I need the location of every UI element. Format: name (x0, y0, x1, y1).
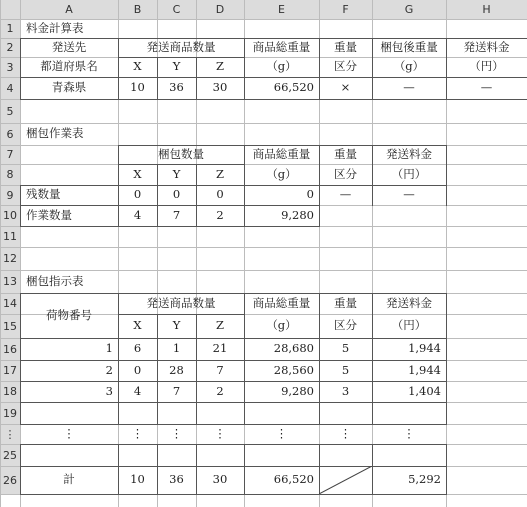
cell-C26[interactable] (157, 466, 196, 494)
cell-E4[interactable] (244, 77, 319, 99)
cell-text-F7: 重量 (334, 146, 357, 161)
cell-F16[interactable] (319, 338, 372, 360)
cell-A18[interactable] (20, 381, 118, 402)
cell-F9[interactable] (319, 185, 372, 205)
cell-text-C18: 7 (172, 383, 181, 398)
cell-Aellipsis[interactable] (20, 424, 118, 444)
cell-text-E26: 66,520 (273, 472, 314, 487)
cell-text-D8: Z (216, 166, 224, 181)
cell-text-Eellipsis: ⋮ (275, 426, 288, 441)
cell-text-A1: 料金計算表 (26, 20, 84, 35)
column-header-G[interactable]: G (372, 0, 446, 19)
cell-text-B4: 10 (130, 80, 145, 95)
row-header-9[interactable]: 9 (0, 185, 20, 205)
cell-text-D16: 21 (212, 341, 228, 356)
cell-text-A10: 作業数量 (26, 207, 72, 222)
cell-text-D15: Z (216, 318, 224, 333)
cell-G3[interactable] (372, 57, 446, 77)
cell-Dellipsis[interactable] (196, 424, 244, 444)
cell-D26[interactable] (196, 466, 244, 494)
cell-C16[interactable] (157, 338, 196, 360)
cell-text-D4: 30 (212, 80, 228, 95)
cell-text-G9: — (403, 187, 415, 202)
cell-text-A4: 青森県 (51, 80, 87, 95)
cell-text-D3: Z (216, 59, 224, 74)
row-header-6[interactable]: 6 (0, 123, 20, 145)
row-header-19[interactable]: 19 (0, 402, 20, 424)
cell-text-E10: 9,280 (281, 207, 314, 222)
cell-Cellipsis[interactable] (157, 424, 196, 444)
column-header-H[interactable]: H (446, 0, 527, 19)
cell-B18[interactable] (118, 381, 157, 402)
column-header-A[interactable]: A (20, 0, 118, 19)
cell-text-A14: 荷物番号 (46, 307, 92, 322)
cell-text-B9: 0 (133, 187, 142, 202)
cell-E26[interactable] (244, 466, 319, 494)
cell-E2[interactable] (244, 38, 319, 57)
cell-A17[interactable] (20, 360, 118, 381)
cell-text-G2: 梱包後重量 (380, 39, 438, 54)
cell-B15[interactable] (118, 314, 157, 338)
table-border (20, 494, 447, 495)
cell-A16[interactable] (20, 338, 118, 360)
cell-E14[interactable] (244, 293, 319, 314)
cell-text-D10: 2 (216, 207, 224, 222)
cell-F7[interactable] (319, 145, 372, 164)
table-border (446, 293, 447, 425)
cell-E8[interactable] (244, 164, 319, 185)
cell-text-B2: 発送商品数量 (146, 39, 216, 54)
cell-D17[interactable] (196, 360, 244, 381)
cell-text-E7: 商品総重量 (252, 146, 311, 161)
cell-text-F3: 区分 (334, 59, 357, 74)
grid-hline (0, 247, 527, 248)
cell-text-G16: 1,944 (408, 341, 441, 356)
cell-E10[interactable] (244, 205, 319, 226)
cell-F15[interactable] (319, 314, 372, 338)
cell-text-Aellipsis: ⋮ (63, 426, 75, 441)
cell-text-D26: 30 (212, 472, 228, 487)
cell-text-A13: 梱包指示表 (26, 273, 84, 288)
cell-D8[interactable] (196, 164, 244, 185)
cell-text-G17: 1,944 (408, 362, 441, 377)
cell-text-E2: 商品総重量 (252, 39, 311, 54)
cell-text-G4: — (403, 80, 415, 95)
cell-text-A3: 都道府県名 (40, 59, 98, 74)
cell-B2[interactable] (118, 38, 244, 57)
cell-A14[interactable] (20, 293, 118, 338)
cell-C9[interactable] (157, 185, 196, 205)
cell-D10[interactable] (196, 205, 244, 226)
cell-B4[interactable] (118, 77, 157, 99)
cell-text-C8: Y (172, 166, 181, 181)
cell-text-F16: 5 (341, 341, 350, 356)
cell-text-B16: 6 (133, 341, 142, 356)
cell-H3[interactable] (446, 57, 527, 77)
cell-text-E15: （g） (266, 318, 297, 333)
cell-G2[interactable] (372, 38, 446, 57)
cell-D16[interactable] (196, 338, 244, 360)
row-header-13[interactable]: 13 (0, 270, 20, 293)
cell-Fellipsis[interactable] (319, 424, 372, 444)
row-header-11[interactable]: 11 (0, 226, 20, 247)
cell-F17[interactable] (319, 360, 372, 381)
cell-B8[interactable] (118, 164, 157, 185)
cell-G17[interactable] (372, 360, 446, 381)
cell-E9[interactable] (244, 185, 319, 205)
cell-text-E8: （g） (266, 166, 297, 181)
cell-B17[interactable] (118, 360, 157, 381)
cell-text-A26: 計 (63, 472, 75, 487)
cell-text-B15: X (133, 318, 142, 333)
cell-text-B14: 発送商品数量 (146, 295, 216, 310)
cell-text-H3: （円） (469, 59, 504, 74)
cell-Eellipsis[interactable] (244, 424, 319, 444)
cell-G14[interactable] (372, 293, 446, 314)
column-header-E[interactable]: E (244, 0, 319, 19)
table-border (446, 185, 447, 206)
cell-text-Gellipsis: ⋮ (403, 426, 415, 441)
corner-cell (0, 0, 20, 19)
cell-text-F8: 区分 (334, 166, 357, 181)
cell-E3[interactable] (244, 57, 319, 77)
cell-F4[interactable] (319, 77, 372, 99)
cell-text-Bellipsis: ⋮ (131, 426, 144, 441)
row-header-12[interactable]: 12 (0, 247, 20, 270)
cell-B9[interactable] (118, 185, 157, 205)
cell-B10[interactable] (118, 205, 157, 226)
cell-text-H2: 発送料金 (463, 39, 510, 54)
cell-text-E16: 28,680 (273, 341, 314, 356)
cell-C18[interactable] (157, 381, 196, 402)
cell-A3[interactable] (20, 57, 118, 77)
cell-text-A6: 梱包作業表 (26, 126, 84, 141)
cell-D3[interactable] (196, 57, 244, 77)
cell-E16[interactable] (244, 338, 319, 360)
cell-text-B3: X (133, 59, 142, 74)
diagonal-slash-F26 (319, 466, 372, 494)
cell-text-Fellipsis: ⋮ (339, 426, 352, 441)
cell-C15[interactable] (157, 314, 196, 338)
cell-C4[interactable] (157, 77, 196, 99)
cell-A9[interactable] (20, 185, 118, 205)
column-header-C[interactable]: C (157, 0, 196, 19)
cell-text-A9: 残数量 (26, 187, 61, 202)
table-border (20, 444, 447, 445)
cell-A26[interactable] (20, 466, 118, 494)
cell-A4[interactable] (20, 77, 118, 99)
cell-F2[interactable] (319, 38, 372, 57)
row-header-3[interactable]: 3 (0, 57, 20, 77)
cell-text-E4: 66,520 (273, 80, 314, 95)
cell-Bellipsis[interactable] (118, 424, 157, 444)
cell-A1[interactable] (20, 19, 196, 38)
row-header-18[interactable]: 18 (0, 381, 20, 402)
cell-D9[interactable] (196, 185, 244, 205)
cell-text-C3: Y (172, 59, 181, 74)
row-header-1[interactable]: 1 (0, 19, 20, 38)
cell-C17[interactable] (157, 360, 196, 381)
cell-B26[interactable] (118, 466, 157, 494)
cell-A10[interactable] (20, 205, 118, 226)
cell-Gellipsis[interactable] (372, 424, 446, 444)
row-header-17[interactable]: 17 (0, 360, 20, 381)
row-header-ellipsis[interactable]: ⋮ (0, 424, 20, 444)
cell-text-D9: 0 (216, 187, 224, 202)
cell-E18[interactable] (244, 381, 319, 402)
cell-H2[interactable] (446, 38, 527, 57)
cell-D15[interactable] (196, 314, 244, 338)
column-header-F[interactable]: F (319, 0, 372, 19)
cell-text-G15: （円） (391, 318, 427, 333)
cell-text-F2: 重量 (334, 39, 357, 54)
cell-text-B26: 10 (130, 472, 145, 487)
row-header-4[interactable]: 4 (0, 77, 20, 99)
row-header-25[interactable]: 25 (0, 444, 20, 466)
cell-text-G3: （g） (393, 59, 425, 74)
row-header-10[interactable]: 10 (0, 205, 20, 226)
cell-text-A16: 1 (105, 341, 113, 356)
cell-G4[interactable] (372, 77, 446, 99)
cell-B3[interactable] (118, 57, 157, 77)
table-border (20, 226, 320, 227)
cell-A2[interactable] (20, 38, 118, 57)
cell-E7[interactable] (244, 145, 319, 164)
row-header-5[interactable]: 5 (0, 99, 20, 123)
cell-text-B10: 4 (133, 207, 142, 222)
cell-text-F17: 5 (341, 362, 350, 377)
row-header-26[interactable]: 26 (0, 466, 20, 494)
cell-text-H4: — (480, 80, 493, 95)
cell-text-F4: × (340, 80, 351, 95)
row-header-8[interactable]: 8 (0, 164, 20, 185)
cell-D18[interactable] (196, 381, 244, 402)
row-header-16[interactable]: 16 (0, 338, 20, 360)
cell-text-G7: 発送料金 (386, 146, 432, 161)
cell-text-G14: 発送料金 (386, 295, 432, 310)
cell-text-F14: 重量 (334, 295, 357, 310)
cell-text-Cellipsis: ⋮ (170, 426, 183, 441)
cell-text-C16: 1 (172, 341, 181, 356)
column-header-D[interactable]: D (196, 0, 244, 19)
cell-text-E17: 28,560 (273, 362, 314, 377)
cell-G8[interactable] (372, 164, 446, 185)
cell-G18[interactable] (372, 381, 446, 402)
cell-text-B18: 4 (133, 383, 142, 398)
cell-text-C17: 28 (169, 362, 184, 377)
cell-F18[interactable] (319, 381, 372, 402)
cell-text-A2: 発送先 (51, 39, 87, 54)
cell-F3[interactable] (319, 57, 372, 77)
cell-B7[interactable] (118, 145, 244, 164)
cell-E17[interactable] (244, 360, 319, 381)
cell-text-E3: （g） (266, 59, 297, 74)
cell-G16[interactable] (372, 338, 446, 360)
table-border (20, 402, 447, 403)
column-header-B[interactable]: B (118, 0, 157, 19)
row-header-7[interactable]: 7 (0, 145, 20, 164)
cell-text-C15: Y (172, 318, 181, 333)
cell-text-B8: X (133, 166, 142, 181)
cell-text-F9: — (339, 187, 352, 202)
row-header-14[interactable]: 14 (0, 293, 20, 314)
cell-C8[interactable] (157, 164, 196, 185)
cell-text-C10: 7 (172, 207, 181, 222)
cell-text-A17: 2 (105, 362, 113, 377)
cell-G9[interactable] (372, 185, 446, 205)
cell-text-Dellipsis: ⋮ (214, 426, 226, 441)
table-border (20, 99, 527, 100)
cell-F8[interactable] (319, 164, 372, 185)
cell-text-D18: 2 (216, 383, 224, 398)
cell-text-G18: 1,404 (408, 383, 441, 398)
row-header-15[interactable]: 15 (0, 314, 20, 338)
cell-text-A18: 3 (105, 383, 113, 398)
cell-F14[interactable] (319, 293, 372, 314)
cell-C3[interactable] (157, 57, 196, 77)
cell-G15[interactable] (372, 314, 446, 338)
cell-A6[interactable] (20, 123, 196, 145)
cell-text-F15: 区分 (334, 318, 357, 333)
cell-text-C9: 0 (172, 187, 181, 202)
cell-text-F18: 3 (341, 383, 350, 398)
cell-G26[interactable] (372, 466, 446, 494)
cell-text-E9: 0 (306, 187, 314, 202)
cell-text-E18: 9,280 (281, 383, 314, 398)
cell-B16[interactable] (118, 338, 157, 360)
cell-C10[interactable] (157, 205, 196, 226)
cell-H4[interactable] (446, 77, 527, 99)
cell-text-G8: （円） (391, 166, 427, 181)
cell-E15[interactable] (244, 314, 319, 338)
cell-text-B7: 梱包数量 (158, 146, 204, 161)
table-border (446, 145, 447, 186)
cell-text-B17: 0 (133, 362, 142, 377)
table-border (446, 444, 447, 495)
cell-text-E14: 商品総重量 (252, 295, 311, 310)
cell-text-G26: 5,292 (408, 472, 441, 487)
cell-A13[interactable] (20, 270, 196, 293)
row-header-2[interactable]: 2 (0, 38, 20, 57)
cell-text-C4: 36 (169, 80, 184, 95)
cell-text-D17: 7 (216, 362, 224, 377)
cell-B14[interactable] (118, 293, 244, 314)
cell-G7[interactable] (372, 145, 446, 164)
cell-D4[interactable] (196, 77, 244, 99)
cell-text-C26: 36 (169, 472, 184, 487)
